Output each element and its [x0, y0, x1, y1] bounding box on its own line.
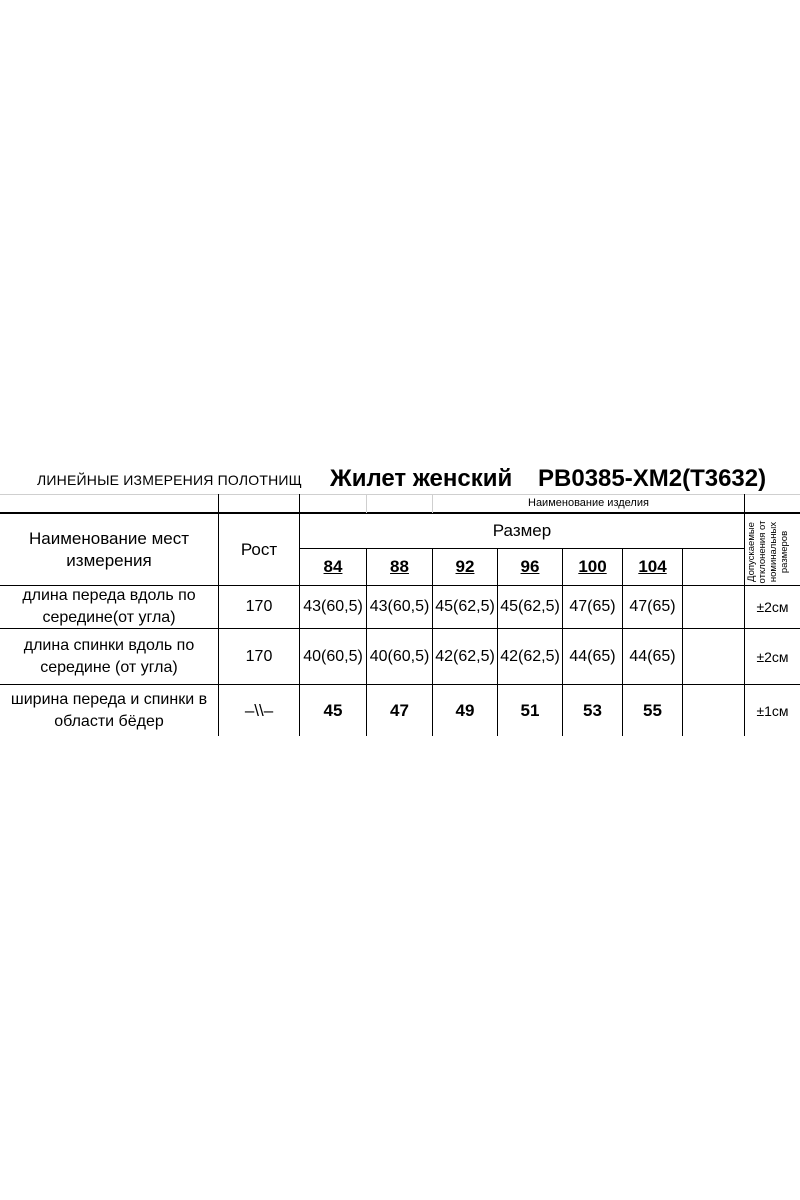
product-code: РВ0385-ХМ2(Т3632)	[538, 465, 767, 492]
title-row	[0, 462, 800, 494]
size-104: 104	[638, 557, 667, 576]
row-2-name: длина спинки вдоль по середине (от угла)	[23, 636, 195, 676]
col-thin-a	[366, 494, 367, 513]
row-2-value: 44(65)	[569, 647, 616, 665]
row-3-value: 47	[390, 701, 409, 720]
row-1-name: длина переда вдоль по середине(от угла)	[22, 587, 196, 626]
col-line-8	[682, 548, 683, 736]
size-92: 92	[455, 557, 475, 576]
row-2-tolerance: ±2см	[756, 648, 789, 665]
product-caption: Наименование изделия	[528, 497, 649, 509]
size-96: 96	[520, 557, 540, 576]
row-1-height: 170	[245, 598, 273, 615]
row-1-value: 45(62,5)	[435, 598, 495, 615]
col-thin-b	[432, 494, 433, 513]
header-tolerance-text: Допускаемые отклонения от номинальных размеров	[746, 520, 790, 584]
row-3-height: –\\–	[244, 701, 274, 720]
row-1-value: 47(65)	[629, 598, 676, 615]
size-88: 88	[390, 557, 409, 576]
row-2-value: 40(60,5)	[369, 647, 430, 665]
table-top-thin-line	[0, 494, 800, 495]
header-size: Размер	[492, 521, 552, 540]
row-3-tolerance: ±1см	[756, 703, 789, 719]
row-1-tolerance: ±2см	[756, 599, 789, 615]
row-3-name: ширина переда и спинки в области бёдер	[10, 691, 208, 730]
product-name: Жилет женский	[330, 465, 513, 492]
row-3-value: 55	[643, 701, 662, 720]
row-1-value: 43(60,5)	[369, 598, 430, 615]
document-subtitle: ЛИНЕЙНЫЕ ИЗМЕРЕНИЯ ПОЛОТНИЩ	[37, 472, 302, 488]
row-1-value: 45(62,5)	[500, 598, 560, 615]
row-1-value: 43(60,5)	[303, 598, 363, 615]
row-2-value: 42(62,5)	[500, 647, 560, 665]
row-3-value: 53	[583, 701, 602, 720]
row-2-value: 42(62,5)	[435, 647, 495, 665]
row-2-height: 170	[245, 647, 273, 665]
row-2-value: 44(65)	[629, 647, 676, 665]
size-84: 84	[323, 557, 343, 576]
row-3-value: 49	[455, 701, 475, 720]
row-1-value: 47(65)	[569, 598, 616, 615]
header-height: Рост	[240, 539, 278, 559]
row-2-value: 40(60,5)	[303, 647, 363, 665]
row-3-value: 45	[323, 701, 343, 720]
header-measure-name: Наименование мест измерения	[29, 528, 189, 570]
header-tolerance	[746, 516, 800, 588]
row-3-value: 51	[520, 701, 540, 720]
size-100: 100	[578, 557, 607, 576]
